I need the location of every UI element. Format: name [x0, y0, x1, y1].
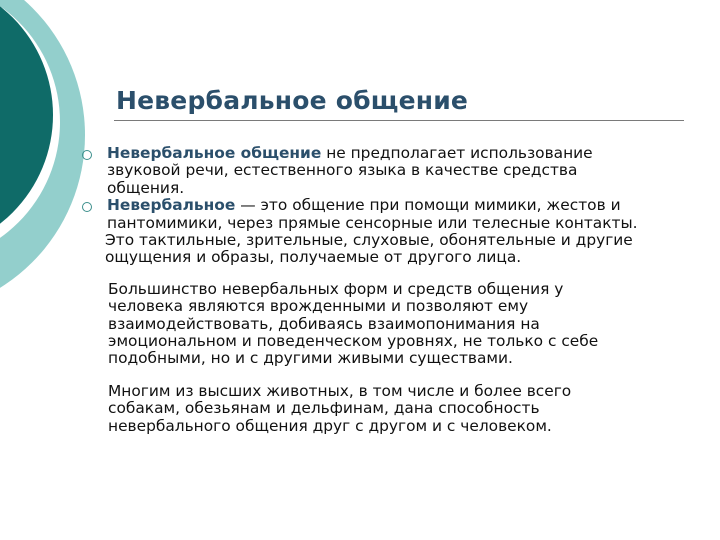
hollow-circle-bullet-icon	[82, 150, 92, 160]
text-line: взаимодействовать, добиваясь взаимопонимания на	[108, 314, 540, 333]
bullet-item	[82, 197, 712, 232]
text-line: невербального общения друг с другом и с человеком.	[108, 416, 552, 435]
paragraph-innate-forms	[82, 281, 712, 368]
bullet-term: Невербальное общение	[107, 144, 322, 162]
bullet-text: — это общение при помощи мимики, жестов и	[235, 196, 621, 215]
slide-body	[82, 145, 712, 435]
bullet-line	[107, 145, 712, 162]
text-line: ощущения и образы, получаемые от другого лица.	[105, 248, 522, 267]
text-line: человека являются врожденными и позволяют ему	[108, 297, 529, 316]
bullet-text: не предполагает использование	[321, 144, 593, 162]
bullet-line: пантомимики, через прямые сенсорные или телесные контакты.	[107, 213, 638, 232]
text-line: подобными, но и с другими живыми существами.	[108, 349, 513, 368]
hollow-circle-bullet-icon	[82, 202, 92, 212]
bullet-continuation	[82, 232, 712, 267]
text-line: Многим из высших животных, в том числе и более всего	[108, 381, 572, 400]
text-line: эмоциональном и поведенческом уровнях, не только с себе	[108, 332, 599, 351]
title-underline	[114, 120, 684, 121]
bullet-term: Невербальное	[107, 196, 236, 215]
paragraph-animals	[82, 383, 712, 435]
slide-title: Невербальное общение	[116, 86, 469, 115]
bullet-line: звуковой речи, естественного языка в качестве средства	[107, 161, 578, 180]
text-line: Это тактильные, зрительные, слуховые, обонятельные и другие	[105, 231, 633, 250]
bullet-line	[107, 197, 712, 214]
text-line: Большинство невербальных форм и средств общения у	[108, 279, 564, 298]
bullet-line: общения.	[107, 178, 185, 197]
bullet-item	[82, 145, 712, 197]
text-line: собакам, обезьянам и дельфинам, дана способность	[108, 399, 540, 418]
